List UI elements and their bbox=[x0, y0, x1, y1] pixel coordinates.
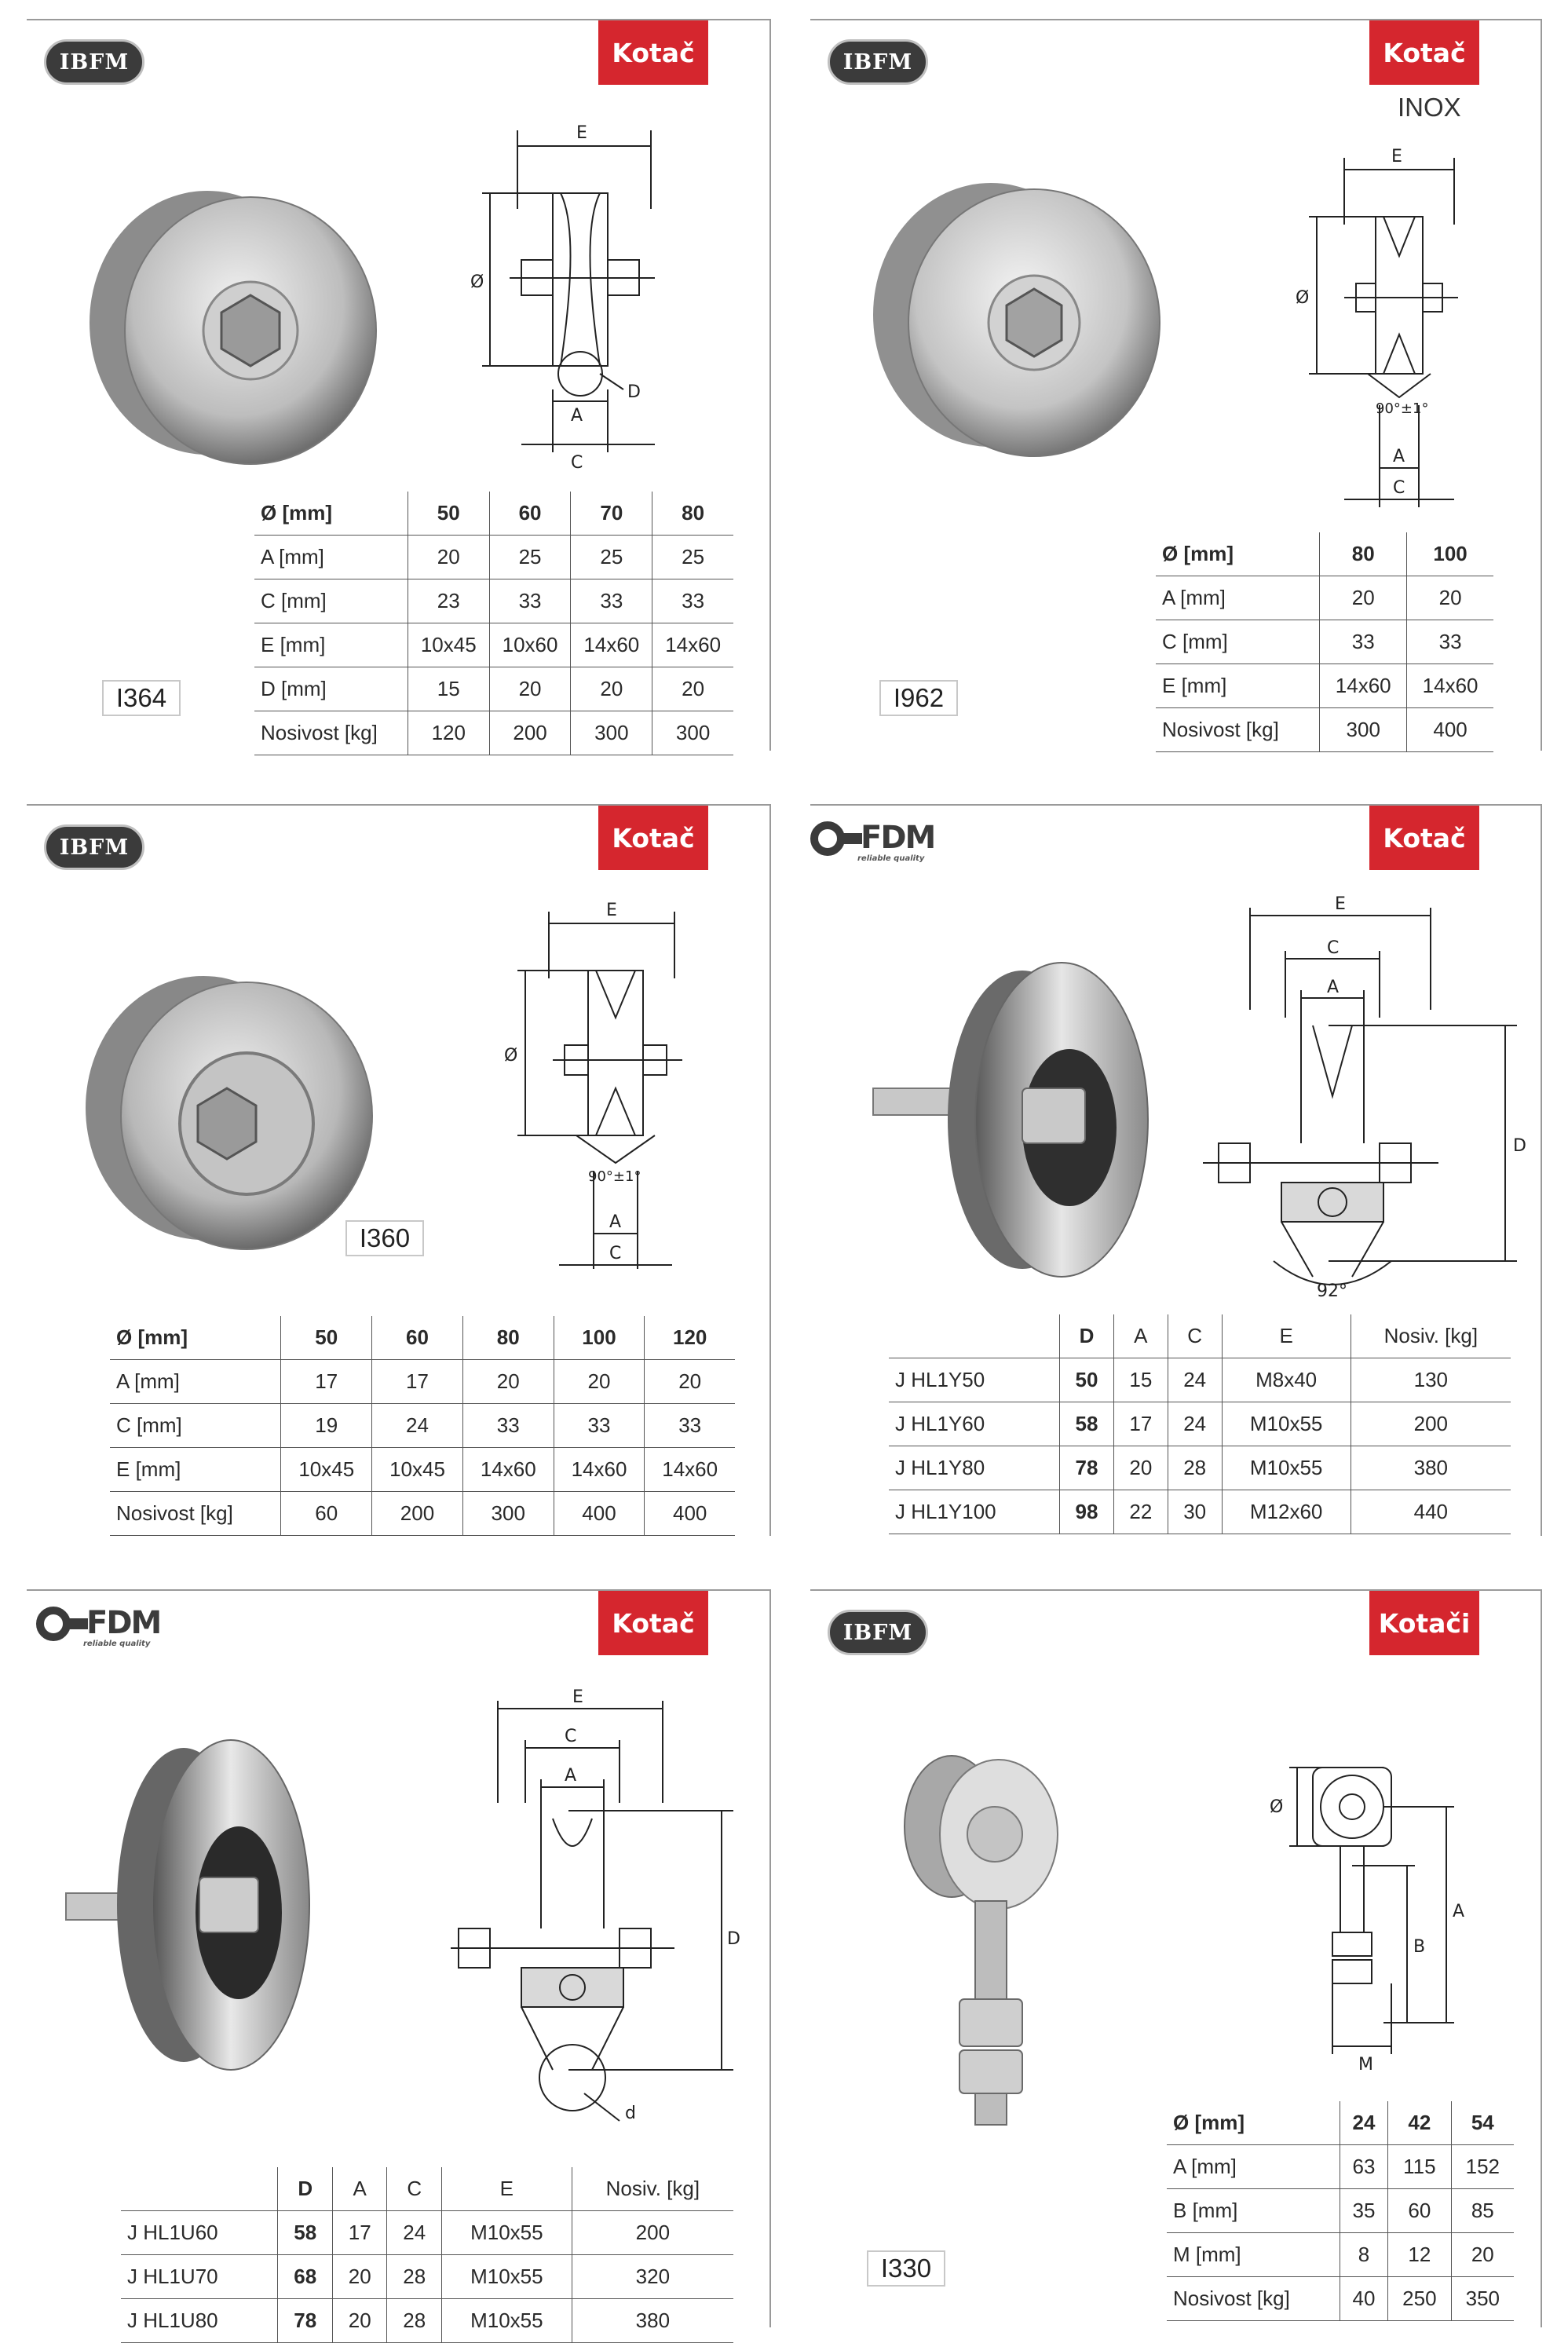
product-code: I330 bbox=[867, 2250, 945, 2287]
product-panel-i330 bbox=[810, 1589, 1542, 2327]
spec-table bbox=[110, 1316, 735, 1536]
spec-table bbox=[889, 1314, 1511, 1534]
dimension-drawing bbox=[490, 892, 726, 1269]
table-row: J HL1Y60 58 17 24 M10x55 200 bbox=[889, 1402, 1511, 1446]
table-row: B [mm] 35 60 85 bbox=[1167, 2189, 1514, 2233]
category-tag: Kotači bbox=[1369, 1591, 1479, 1655]
dimension-drawing bbox=[1203, 892, 1533, 1300]
dim-label-e: E bbox=[1391, 147, 1402, 166]
dim-label-e: E bbox=[606, 901, 617, 920]
table-row: D A C E Nosiv. [kg] bbox=[889, 1314, 1511, 1358]
dim-label-e: E bbox=[1335, 894, 1346, 914]
dim-label-e: E bbox=[576, 123, 587, 143]
dim-label-d: D bbox=[627, 382, 641, 402]
table-row: A [mm] 20 25 25 25 bbox=[254, 536, 733, 579]
dim-label-diameter: Ø bbox=[470, 272, 484, 292]
dim-label-diameter: Ø bbox=[1270, 1797, 1284, 1817]
product-code: I364 bbox=[102, 680, 181, 716]
category-tag: Kotač bbox=[1369, 20, 1479, 85]
category-tag: Kotač bbox=[598, 806, 708, 870]
product-panel-i962 bbox=[810, 19, 1542, 751]
ibfm-logo: IBFM bbox=[828, 1610, 928, 1655]
dim-label-m: M bbox=[1358, 2055, 1373, 2075]
dim-label-b: B bbox=[1413, 1937, 1426, 1957]
table-row: A [mm] 20 20 bbox=[1156, 576, 1493, 620]
product-code: I962 bbox=[879, 680, 958, 716]
dim-label-d: D bbox=[727, 1929, 740, 1949]
spec-table bbox=[254, 492, 733, 755]
product-panel-hl1u bbox=[27, 1589, 771, 2332]
dimension-drawing bbox=[451, 1685, 749, 2125]
dim-label-diameter: Ø bbox=[1296, 288, 1310, 308]
table-row: C [mm] 23 33 33 33 bbox=[254, 579, 733, 623]
category-tag: Kotač bbox=[598, 1591, 708, 1655]
key-icon bbox=[36, 1607, 71, 1641]
key-icon bbox=[810, 821, 845, 856]
table-row: J HL1U70 68 20 28 M10x55 320 bbox=[121, 2255, 733, 2299]
dim-label-angle: 90°±1° bbox=[588, 1168, 641, 1185]
dim-label-c: C bbox=[609, 1244, 622, 1263]
dim-label-a: A bbox=[1393, 447, 1405, 466]
table-row: Nosivost [kg] 300 400 bbox=[1156, 708, 1493, 752]
dim-label-c: C bbox=[571, 453, 583, 473]
dimension-drawing bbox=[1266, 1748, 1517, 2086]
table-row: J HL1U80 78 20 28 M10x55 380 bbox=[121, 2299, 733, 2343]
table-row: E [mm] 10x45 10x45 14x60 14x60 14x60 bbox=[110, 1448, 735, 1492]
table-row: Ø [mm] 50 60 70 80 bbox=[254, 492, 733, 536]
wheel-photo bbox=[58, 1724, 388, 2086]
dimension-drawing bbox=[466, 107, 718, 484]
table-row: J HL1Y50 50 15 24 M8x40 130 bbox=[889, 1358, 1511, 1402]
wheel-photo bbox=[889, 1748, 1093, 2140]
spec-table bbox=[1167, 2101, 1514, 2321]
category-tag: Kotač bbox=[598, 20, 708, 85]
table-row: D A C E Nosiv. [kg] bbox=[121, 2167, 733, 2211]
table-row: A [mm] 17 17 20 20 20 bbox=[110, 1360, 735, 1404]
table-row: J HL1Y100 98 22 30 M12x60 440 bbox=[889, 1490, 1511, 1534]
wheel-photo bbox=[74, 963, 388, 1261]
product-panel-hl1y bbox=[810, 804, 1542, 1536]
dim-label-a: A bbox=[609, 1212, 622, 1232]
ibfm-logo: IBFM bbox=[828, 39, 928, 85]
table-row: D [mm] 15 20 20 20 bbox=[254, 667, 733, 711]
table-row: C [mm] 19 24 33 33 33 bbox=[110, 1404, 735, 1448]
dim-label-a: A bbox=[565, 1766, 577, 1786]
product-panel-i360 bbox=[27, 804, 771, 1536]
table-row: E [mm] 14x60 14x60 bbox=[1156, 664, 1493, 708]
fdm-logo: FDM reliable quality bbox=[810, 813, 944, 868]
product-panel-i364 bbox=[27, 19, 771, 751]
wheel-photo bbox=[865, 947, 1179, 1292]
category-tag: Kotač bbox=[1369, 806, 1479, 870]
dim-label-c: C bbox=[565, 1727, 577, 1746]
spec-table bbox=[121, 2167, 733, 2343]
dim-label-small-d: d bbox=[625, 2104, 636, 2123]
table-row: E [mm] 10x45 10x60 14x60 14x60 bbox=[254, 623, 733, 667]
table-row: A [mm] 63 115 152 bbox=[1167, 2145, 1514, 2189]
table-row: M [mm] 8 12 20 bbox=[1167, 2233, 1514, 2277]
dim-label-diameter: Ø bbox=[504, 1046, 518, 1066]
table-row: Ø [mm] 50 60 80 100 120 bbox=[110, 1316, 735, 1360]
dim-label-d: D bbox=[1513, 1136, 1526, 1156]
dim-label-angle: 92° bbox=[1317, 1281, 1347, 1300]
table-row: J HL1U60 58 17 24 M10x55 200 bbox=[121, 2211, 733, 2255]
dim-label-angle: 90°±1° bbox=[1376, 400, 1429, 417]
dim-label-e: E bbox=[572, 1687, 583, 1707]
fdm-logo: FDM reliable quality bbox=[36, 1599, 170, 1654]
table-row: J HL1Y80 78 20 28 M10x55 380 bbox=[889, 1446, 1511, 1490]
product-code: I360 bbox=[345, 1220, 424, 1256]
dimension-drawing bbox=[1281, 138, 1517, 515]
material-label: INOX bbox=[1398, 93, 1461, 122]
dim-label-c: C bbox=[1393, 478, 1405, 498]
table-row: Nosivost [kg] 120 200 300 300 bbox=[254, 711, 733, 755]
dim-label-a: A bbox=[571, 406, 583, 426]
table-row: C [mm] 33 33 bbox=[1156, 620, 1493, 664]
dim-label-a: A bbox=[1327, 978, 1340, 997]
ibfm-logo: IBFM bbox=[44, 824, 144, 870]
dim-label-c: C bbox=[1327, 938, 1340, 958]
table-row: Ø [mm] 80 100 bbox=[1156, 532, 1493, 576]
wheel-photo bbox=[74, 177, 388, 476]
table-row: Ø [mm] 24 42 54 bbox=[1167, 2101, 1514, 2145]
spec-table bbox=[1156, 532, 1493, 752]
ibfm-logo: IBFM bbox=[44, 39, 144, 85]
wheel-photo bbox=[865, 170, 1179, 468]
table-row: Nosivost [kg] 40 250 350 bbox=[1167, 2277, 1514, 2321]
table-row: Nosivost [kg] 60 200 300 400 400 bbox=[110, 1492, 735, 1536]
dim-label-a: A bbox=[1453, 1902, 1465, 1921]
